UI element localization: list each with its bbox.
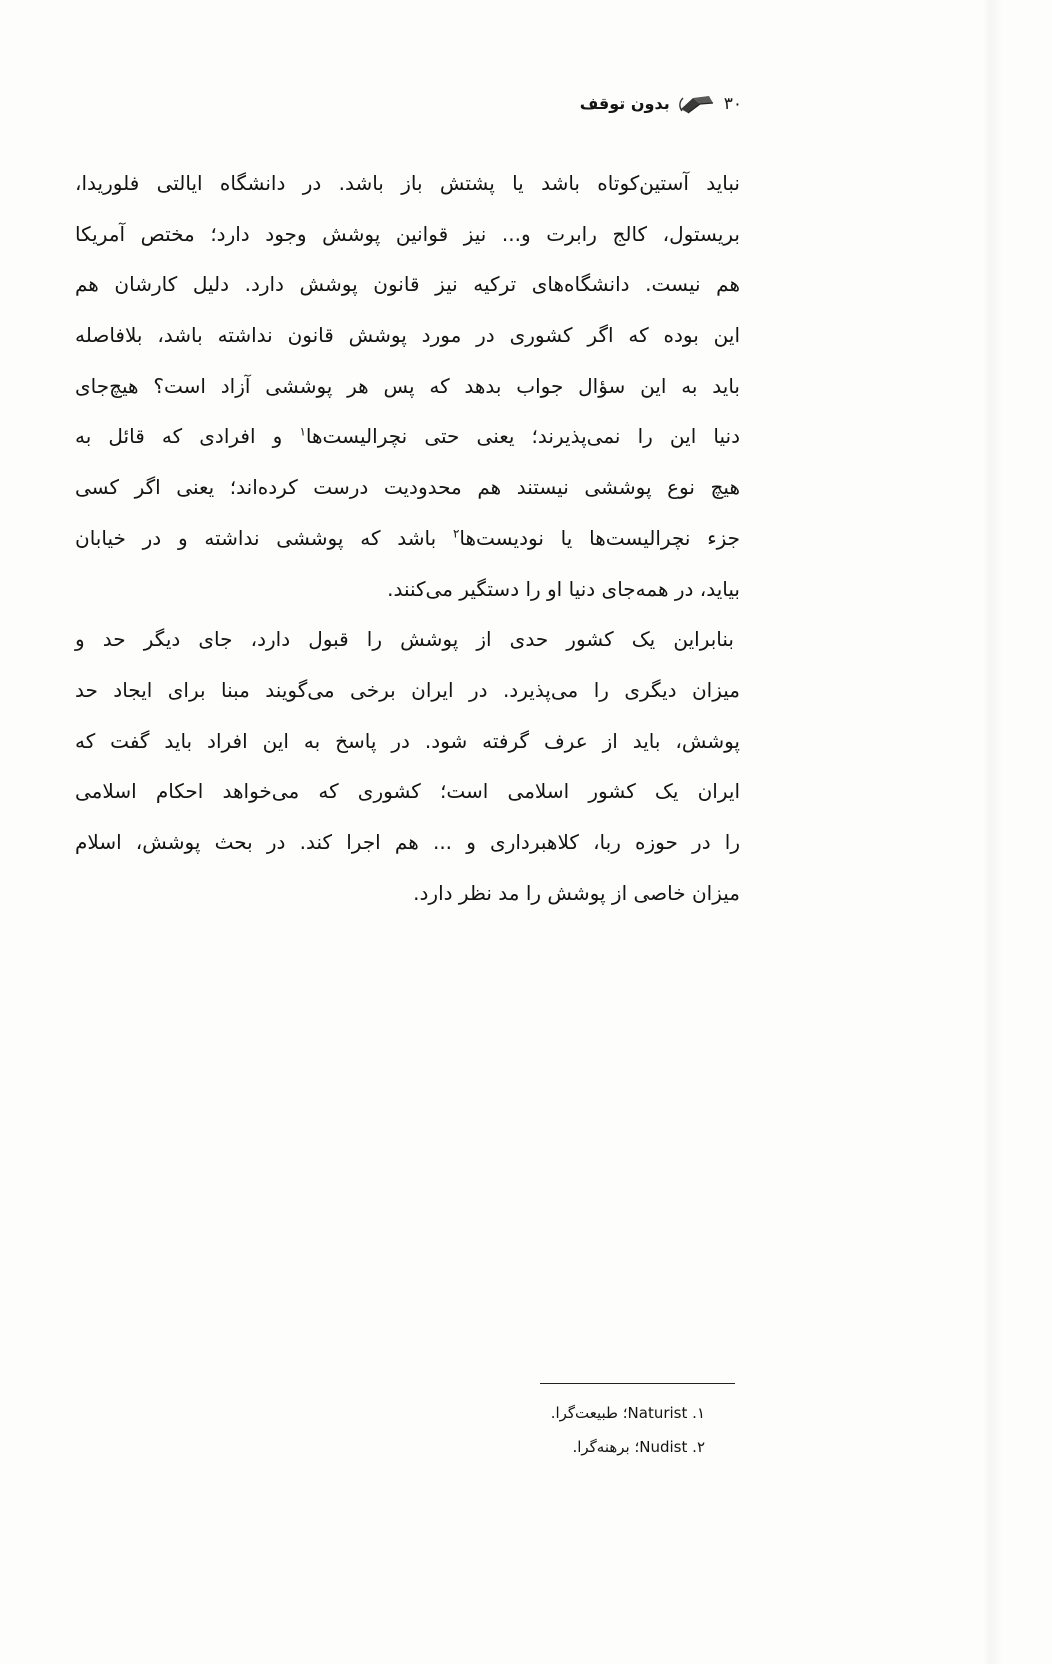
line-text: هیچ نوع پوششی نیستند هم محدودیت درست کرده‌اند؛ یعنی اگر کسی (75, 475, 740, 500)
line-text: باید به این سؤال جواب بدهد که پس هر پوششی آزاد است؟ هیچ‌جای (75, 373, 740, 398)
line-text: این بوده که اگر کشوری در مورد پوشش قانون نداشته باشد، بلافاصله (75, 323, 740, 348)
line-text: میزان دیگری را می‌پذیرد. در ایران برخی می‌گویند مبنا برای ایجاد حد (75, 677, 740, 702)
text-line (75, 411, 740, 462)
page-header (580, 91, 742, 117)
text-line (75, 817, 740, 868)
footnote-separator (540, 1383, 735, 1384)
line-text: میزان خاصی از پوشش را مد نظر دارد. (413, 880, 740, 905)
line-text: بنابراین یک کشور حدی از پوشش را قبول دارد، جای دیگر حد و (75, 627, 734, 652)
book-icon (678, 92, 716, 116)
text-line (75, 462, 740, 513)
line-text: و افرادی که قائل به (75, 424, 300, 449)
line-text: نباید آستین‌کوتاه باشد یا پشتش باز باشد. در دانشگاه ایالتی فلوریدا، (75, 171, 740, 195)
footnotes (551, 1396, 705, 1464)
line-text: بریستول، کالج رابرت و... نیز قوانین پوشش وجود دارد؛ مختص آمریکا (75, 221, 740, 246)
paragraph (75, 614, 740, 918)
text-line (75, 158, 740, 209)
text-line (75, 766, 740, 817)
footnote-ref: ۱ (299, 424, 306, 439)
paragraph (75, 158, 740, 614)
line-text: دنیا این را نمی‌پذیرند؛ یعنی حتی نچرالیست‌ها (305, 424, 740, 449)
line-text: جزء نچرالیست‌ها یا نودیست‌ها (459, 525, 740, 550)
page-edge-shadow (982, 0, 1052, 1664)
line-text: ایران یک کشور اسلامی است؛ کشوری که می‌خواهد احکام اسلامی (75, 779, 740, 804)
text-line (75, 513, 740, 564)
line-text: باشد که پوششی نداشته و در خیابان (75, 525, 453, 550)
text-line (75, 665, 740, 716)
footnote-ref: ۲ (452, 526, 460, 541)
text-line (75, 716, 740, 767)
footnote-item: ۲. Nudist؛ برهنه‌گرا. (572, 1438, 705, 1456)
page-number: ۳۰ (723, 94, 742, 114)
text-line (75, 259, 740, 310)
text-line (75, 361, 740, 412)
book-title: بدون توقف (579, 94, 670, 113)
text-line (75, 868, 740, 919)
text-line (75, 209, 740, 260)
text-line (75, 310, 740, 361)
body-text (75, 158, 740, 918)
line-text: هم نیست. دانشگاه‌های ترکیه نیز قانون پوشش دارد. دلیل کارشان هم (75, 272, 740, 297)
footnote-item: ۱. Naturist؛ طبیعت‌گرا. (550, 1404, 705, 1422)
text-line (75, 614, 740, 665)
text-line (75, 564, 740, 615)
line-text: پوشش، باید از عرف گرفته شود. در پاسخ به این افراد باید گفت که (75, 728, 740, 753)
line-text: را در حوزه ربا، کلاهبرداری و ... هم اجرا کند. در بحث پوشش، اسلام (75, 829, 740, 854)
line-text: بیاید، در همه‌جای دنیا او را دستگیر می‌کنند. (387, 576, 740, 601)
